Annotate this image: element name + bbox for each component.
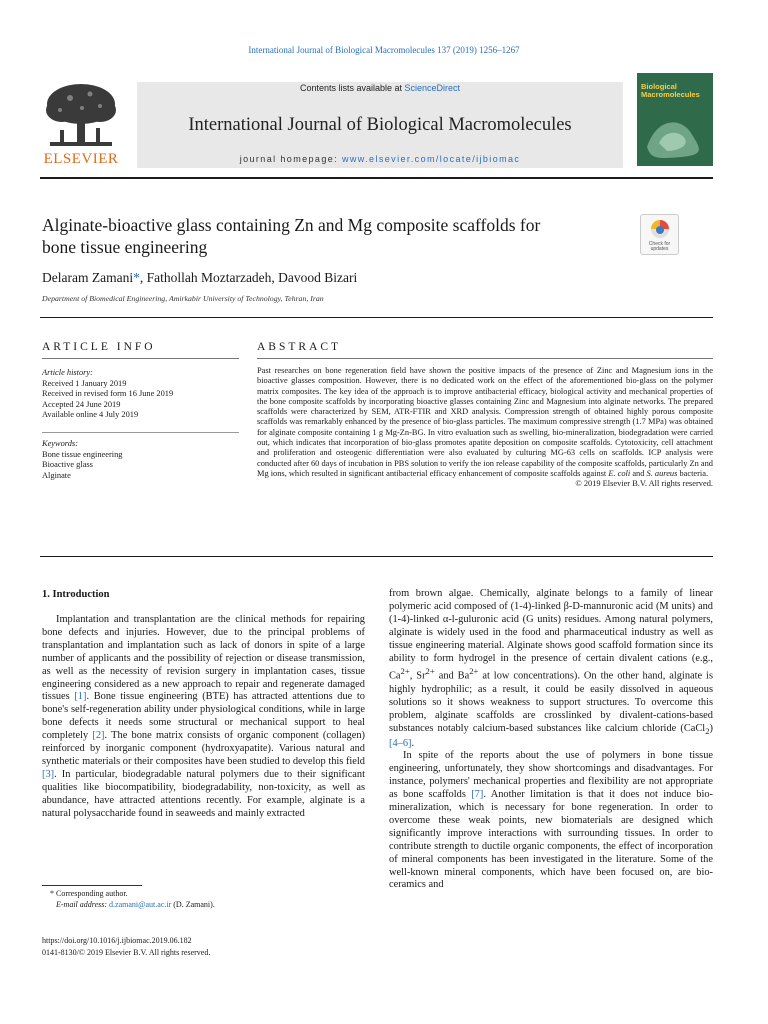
left-column [42,614,365,821]
tree-icon [40,80,122,152]
keyword: Alginate [42,470,71,480]
text-run: from brown algae. Chemically, alginate belongs to a family of linear polymeric acid composed of (1-4)-linked β-D-mannuronic acid (M units) and (1-4)-linked α-l-guluronic acid (G units) residues. Among natural polymers, alginate is widely used in the food and pharmaceutical industry as well as tissue engineering material. Alginate shows good scaffold formation since its ability to form hydrogel in the presence of certain divalent cations (e.g., Ca [389,588,713,682]
email-suffix: (D. Zamani). [171,900,215,909]
contents-prefix: Contents lists available at [299,83,405,93]
history-label: Article history: [42,368,93,377]
check-updates-label [641,242,678,252]
article-title-line2: bone tissue engineering [42,237,208,257]
sciencedirect-link[interactable]: ScienceDirect [404,83,461,93]
homepage-line [137,154,623,164]
other-authors: , Fathollah Moztarzadeh, Davood Bizari [139,270,358,285]
corresponding-footnote [50,889,128,900]
text-run: . [411,737,415,749]
keywords-block [42,439,242,481]
footnote-text: Corresponding author. [54,889,128,898]
text-run: and Ba [434,670,470,682]
superscript: 2+ [400,666,410,677]
article-info-divider [42,358,239,359]
keywords-label: Keywords: [42,439,78,448]
section-heading: 1. Introduction [42,589,110,600]
check-for-updates-button[interactable] [640,214,679,255]
superscript: 2+ [469,666,479,677]
text-run: , Sr [409,670,426,682]
author-name: Delaram Zamani [42,270,134,285]
cover-title-line1: Biological [641,82,677,91]
author-list [42,270,357,286]
superscript: 2+ [425,666,435,677]
text-run: . Another limitation is that it does not induce bio-mineralization, which is necessary for bone regeneration. In order to overcome these weak points, new biomaterials are designed which significantly improve interactions with surrounding tissues. In order to contribute strength to ductile organic components, the effect of incorporation of mineral components has been investigated in the literature. Some of the well-known mineral components, which have been focused on, are bio-ceramics and [389,789,713,891]
intro-paragraph [389,588,713,750]
elsevier-logo [40,80,122,168]
history-item: Accepted 24 June 2019 [42,399,121,409]
abstract-body [257,366,713,490]
crossmark-icon [650,219,670,239]
citation-link[interactable]: [3] [42,768,55,780]
keyword: Bioactive glass [42,460,93,470]
cover-title-line2: Macromolecules [641,90,700,99]
journal-reference[interactable]: International Journal of Biological Macromolecules 137 (2019) 1256–1267 [248,45,520,55]
keywords-divider [42,432,239,433]
info-rule [40,317,713,318]
journal-banner [137,82,623,168]
abstract-text: Past researches on bone regeneration field have shown the positive impacts of the presence of Zinc and Magnesium ions in the bioactive glasses composition. However, there is no dedicated work on the effect of the aforementioned bio-glass on the polymer matrix composites. The key idea of the approach is to improve antibacterial efficacy, biological activity and mechanical properties of the bone composite scaffolds by incorporating bioactive glasses containing Zinc and Magnesium into alginate networks. The prepared scaffolds were characterized by SEM, ATR-FTIR and XRD analysis. Compression strength of obtained highly porous composite scaffolds was remarkably enhanced by the presence of bio-glass particles. The maximum compressive strength (1.7 MPa) was obtained for alginate composite containing 1 g Mg-Zn-BG. In vitro evaluation such as swelling, bio-mineralization, biodegradation were carried out, which indicates that incorporation of bio-glass promotes apatite deposition on composite scaffolds. Cytotoxicity, cell attachment and proliferation and osteogenic differentiation were also evaluated by culturing MG-63 cells on scaffolds. ICP analysis were conducted after 60 days of incubation in PBS solution to verify the ion release capability of the composite scaffolds, particularly Zn and Mg ions, which resulted in significant antibacterial efficacy enhancement of composite scaffolds against [257,366,713,478]
text-run: . Bone tissue engineering (BTE) has attracted attentions due to bone's self-regeneration ability under physiological conditions, while in large bone defects it needs some structural or mechanical support to heal completely [42,691,365,742]
article-info-heading: ARTICLE INFO [42,341,156,353]
abstract-copyright: © 2019 Elsevier B.V. All rights reserved. [575,479,713,489]
article-title-line1: Alginate-bioactive glass containing Zn and Mg composite scaffolds for [42,215,541,235]
abstract-ecoli: E. coli [608,468,631,478]
citation-link[interactable]: [7] [471,789,484,801]
contents-line [137,83,623,93]
text-run: In spite of the reports about the use of polymers in bone tissue engineering, unfortunately, they show shortcomings and disadvantages. For instance, polymers' mechanical properties and flexibility are not appropriate as bone scaffolds [389,750,713,801]
right-column [389,588,713,892]
cover-art-icon [641,107,709,162]
abstract-rule [40,556,713,557]
header-rule [40,177,713,179]
abstract-heading: ABSTRACT [257,341,342,353]
keyword: Bone tissue engineering [42,449,123,459]
journal-cover[interactable] [637,73,713,166]
email-label: E-mail address: [56,900,110,909]
email-footnote [56,900,215,911]
history-item: Received in revised form 16 June 2019 [42,389,174,399]
intro-paragraph [42,614,365,821]
article-title [42,214,642,258]
history-item: Available online 4 July 2019 [42,410,139,420]
citation-link[interactable]: [1] [74,691,87,703]
citation-link[interactable]: [4–6] [389,737,412,749]
publisher-name: ELSEVIER [43,151,119,167]
check-updates-line1: Check for [648,241,671,247]
check-updates-line2: updates [650,246,669,252]
journal-title: International Journal of Biological Macromolecules [188,115,572,135]
text-run: Implantation and transplantation are the clinical methods for repairing bone defects and injuries. However, due to the principal problems of transplantation and implantation such as lack of donors in spite of a large number of applicants and the possibility of rejection or disease transmission, as well as the necessity of revision surgery in implantation cases, tissue engineering considered as a new approach to repair and regenerate damaged tissues [42,614,365,703]
abstract-end: bacteria. [677,468,709,478]
footnote-rule [42,885,142,886]
cover-title [641,83,700,99]
homepage-link[interactable]: www.elsevier.com/locate/ijbiomac [341,154,521,164]
email-link[interactable]: d.zamani@aut.ac.ir [109,900,172,909]
corresponding-author-mark[interactable]: * [133,270,140,285]
subscript: 2 [705,725,710,736]
text-run: . The bone matrix consists of organic component (collagen) reinforced by inorganic component (hydroxyapatite). Various natural and synthetic materials or their composites have been studied to develop this field [42,730,365,767]
issn-line: 0141-8130/© 2019 Elsevier B.V. All rights reserved. [42,948,211,957]
text-run: at low concentrations). On the other hand, alginate is highly hydrophilic; as a result, it could be easily dissolved in aqueous solutions so it shows weakness to support structures. To overcome this problem, alginate scaffolds are crosslinked by divalent-cations-based substances notably calcium-based substances like calcium chloride (CaCl [389,670,713,734]
intro-paragraph [389,750,713,892]
abstract-saureus: S. aureus [646,468,678,478]
homepage-prefix: journal homepage: [239,154,342,164]
affiliation: Department of Biomedical Engineering, Amirkabir University of Technology, Tehran, Iran [42,294,324,303]
article-history [42,368,242,421]
text-run: . In particular, biodegradable natural polymers due to their significant qualities like biocompatibility, biodegradability, non-toxicity, as well as abundance, have attracted attentions recently. For example, alginate is a natural polysaccharide found in seaweeds and mainly extracted [42,768,365,819]
history-item: Received 1 January 2019 [42,378,127,388]
abstract-divider [257,358,713,359]
doi-link[interactable]: https://doi.org/10.1016/j.ijbiomac.2019.06.182 [42,936,192,945]
citation-link[interactable]: [2] [92,730,105,742]
text-run: ) [709,722,713,734]
abstract-and: and [630,468,647,478]
footnote-mark: * [50,889,54,898]
